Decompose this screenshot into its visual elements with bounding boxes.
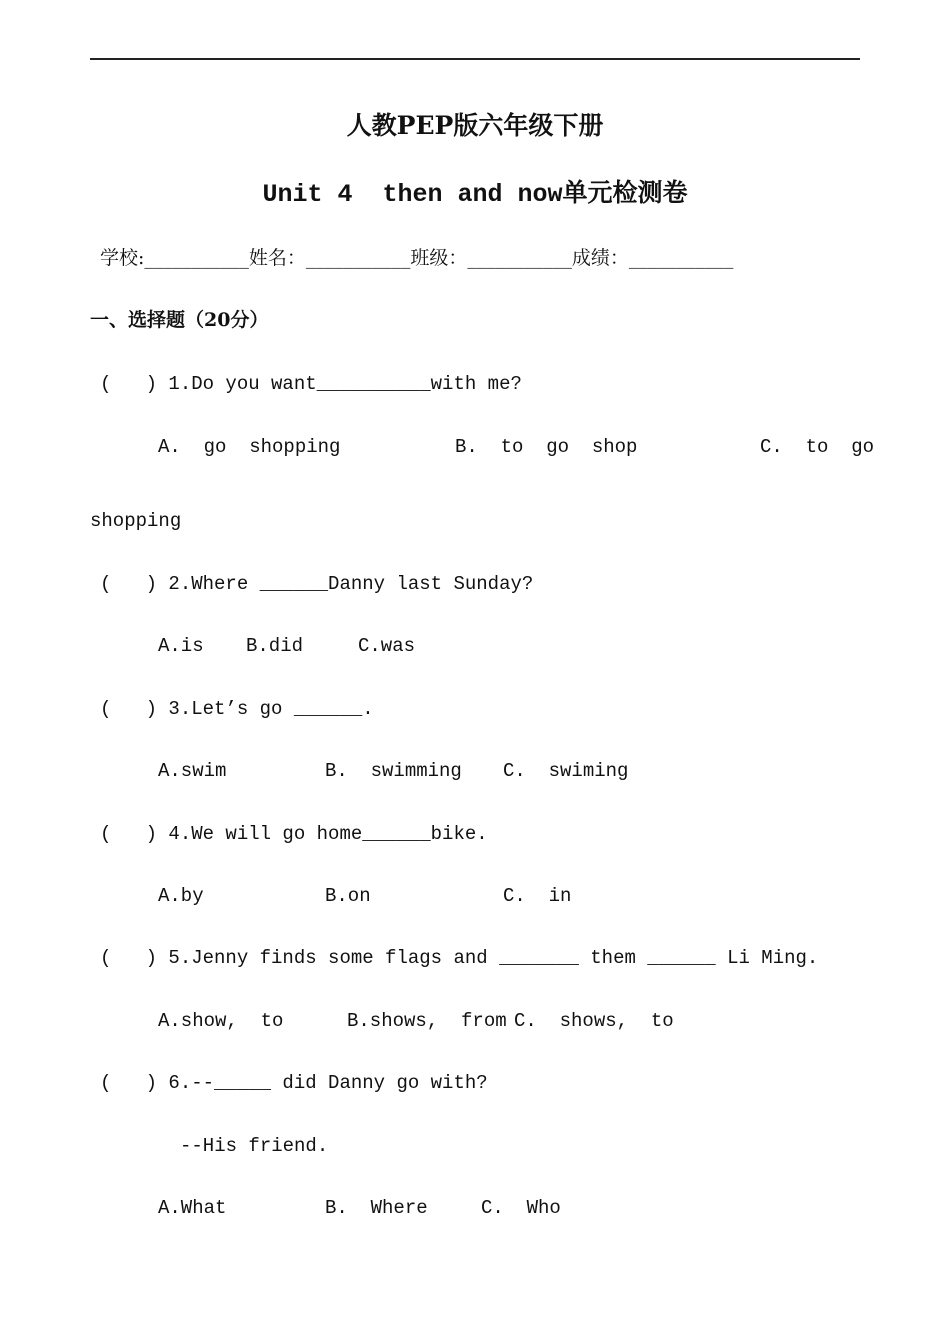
question-4-option-a: A.by <box>158 885 204 907</box>
top-rule <box>90 58 860 60</box>
question-2-option-c: C.was <box>358 635 416 657</box>
question-2-option-a: A.is <box>158 635 204 657</box>
question-4-option-b: B.on <box>325 885 371 907</box>
question-2-stem: ( ) 2.Where ______Danny last Sunday? <box>100 573 534 595</box>
question-1-option-b: B. to go shop <box>455 436 638 458</box>
section-heading: 一、选择题（20分） <box>90 309 269 331</box>
question-1-option-c-wrap: shopping <box>90 510 182 532</box>
question-6-stem: ( ) 6.--_____ did Danny go with? <box>100 1072 488 1094</box>
question-3-stem: ( ) 3.Let’s go ______. <box>100 698 374 720</box>
question-5-option-c: C. shows, to <box>514 1010 674 1032</box>
question-3-option-b: B. swimming <box>325 760 462 782</box>
page-title: 人教PEP版六年级下册 <box>346 111 604 140</box>
question-6-answer-line: --His friend. <box>180 1135 329 1157</box>
question-6-option-a: A.What <box>158 1197 227 1219</box>
question-2-option-b: B.did <box>246 635 304 657</box>
question-3-option-c: C. swiming <box>503 760 629 782</box>
question-3-option-a: A.swim <box>158 760 227 782</box>
question-4-stem: ( ) 4.We will go home______bike. <box>100 823 488 845</box>
question-4-option-c: C. in <box>503 885 572 907</box>
question-5-option-b: B.shows, from <box>347 1010 507 1032</box>
question-6-option-c: C. Who <box>481 1197 561 1219</box>
question-5-option-a: A.show, to <box>158 1010 284 1032</box>
subtitle-unit: Unit 4 then and now <box>262 180 563 209</box>
student-info-line: 学校:___________姓名：___________班级：___________成绩：___________ <box>100 247 734 269</box>
question-1-stem: ( ) 1.Do you want__________with me? <box>100 373 522 395</box>
subtitle-cn: 单元检测卷 <box>562 178 688 207</box>
question-1-option-a: A. go shopping <box>158 436 341 458</box>
page-subtitle <box>0 177 950 211</box>
question-5-stem: ( ) 5.Jenny finds some flags and _______ them ______ Li Ming. <box>100 947 819 969</box>
question-1-option-c: C. to go <box>760 436 875 458</box>
question-6-option-b: B. Where <box>325 1197 428 1219</box>
